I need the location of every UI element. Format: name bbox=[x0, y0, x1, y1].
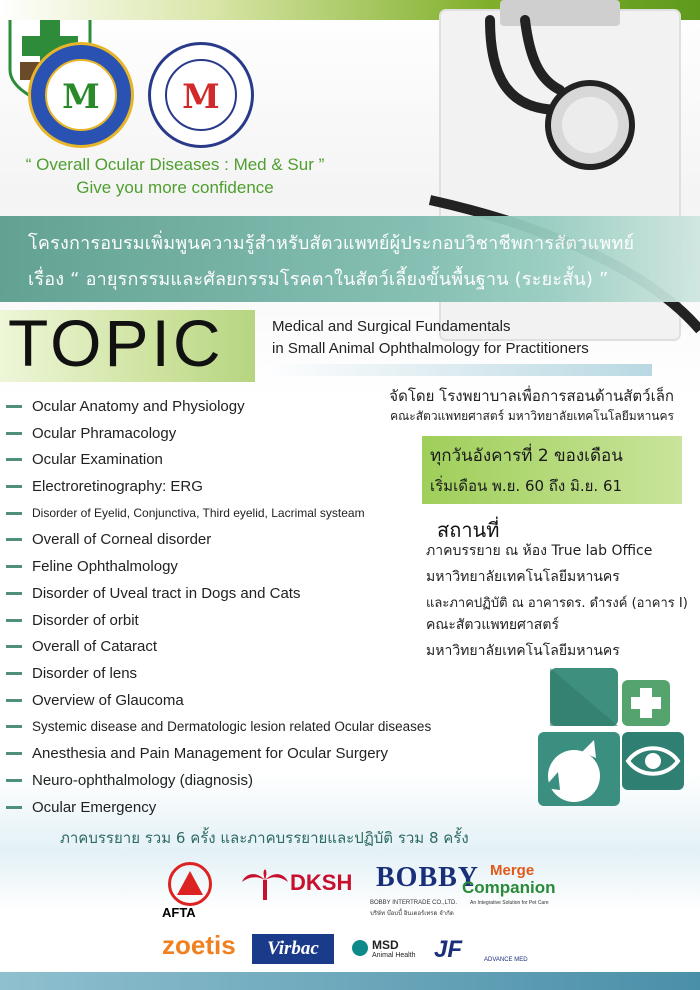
organizer-line-1: จัดโดย โรงพยาบาลเพื่อการสอนด้านสัตว์เล็ก bbox=[389, 387, 674, 405]
slogan-line-1: “ Overall Ocular Diseases : Med & Sur ” bbox=[25, 155, 325, 174]
list-item: Disorder of orbit bbox=[0, 609, 139, 631]
bobby-subtitle: BOBBY INTERTRADE CO.,LTD. bbox=[370, 900, 458, 906]
list-item: Anesthesia and Pain Management for Ocular Surgery bbox=[0, 742, 388, 764]
slogan-line-2: Give you more confidence bbox=[76, 178, 274, 197]
topic-subtitle-1: Medical and Surgical Fundamentals bbox=[272, 318, 511, 335]
topic-underline bbox=[262, 364, 652, 376]
venue-line-5: มหาวิทยาลัยเทคโนโลยีมหานคร bbox=[426, 643, 620, 659]
schedule-line-1: ทุกวันอังคารที่ 2 ของเดือน bbox=[430, 446, 623, 466]
list-item: Ocular Emergency bbox=[0, 796, 156, 818]
venue-line-4: คณะสัตวแพทยศาสตร์ bbox=[426, 617, 559, 633]
list-item: Feline Ophthalmology bbox=[0, 555, 178, 577]
list-item: Ocular Phramacology bbox=[0, 422, 176, 444]
list-item: Disorder of Uveal tract in Dogs and Cats bbox=[0, 582, 300, 604]
venue-line-1: ภาคบรรยาย ณ ห้อง True lab Office bbox=[426, 543, 653, 559]
venue-line-3: และภาคปฏิบัติ ณ อาคารดร. ดำรงค์ (อาคาร I) bbox=[426, 596, 688, 611]
topic-subtitle-2: in Small Animal Ophthalmology for Practitioners bbox=[272, 340, 589, 357]
merge-tagline: An Integrative Solution for Pet Care bbox=[470, 900, 549, 906]
msd-label: MSD bbox=[372, 938, 399, 952]
afta-label: AFTA bbox=[162, 905, 196, 920]
bobby-subtitle-thai: บริษัท บ๊อบบี้ อินเตอร์เทรด จำกัด bbox=[370, 910, 454, 917]
virbac-label: Virbac bbox=[252, 934, 334, 964]
pets-icon bbox=[538, 732, 620, 806]
banner-line-2: เรื่อง “ อายุรกรรมและศัลยกรรมโรคตาในสัตว์เลี้ยงขั้นพื้นฐาน (ระยะสั้น) ” bbox=[28, 269, 609, 290]
title-banner bbox=[0, 216, 700, 302]
jf-subtitle: ADVANCE MED bbox=[484, 957, 528, 963]
list-item: Disorder of Eyelid, Conjunctiva, Third eyelid, Lacrimal systeam bbox=[0, 502, 365, 524]
schedule-box bbox=[422, 436, 682, 504]
list-item: Overview of Glaucoma bbox=[0, 689, 184, 711]
list-item: Neuro-ophthalmology (diagnosis) bbox=[0, 769, 253, 791]
list-item: Electroretinography: ERG bbox=[0, 475, 203, 497]
list-item: Overall of Cataract bbox=[0, 635, 157, 657]
eye-icon bbox=[622, 732, 684, 790]
list-item: Overall of Corneal disorder bbox=[0, 528, 211, 550]
document-tile-icon bbox=[550, 668, 618, 726]
dksh-palm-icon bbox=[240, 862, 290, 902]
bobby-label: BOBBY bbox=[376, 862, 480, 893]
faculty-logo: M bbox=[28, 42, 134, 148]
stethoscope-illustration bbox=[340, 0, 700, 360]
dksh-label: DKSH bbox=[290, 870, 353, 895]
afta-logo-icon bbox=[168, 862, 212, 906]
list-item: Systemic disease and Dermatologic lesion related Ocular diseases bbox=[0, 715, 431, 737]
bottom-accent-bar bbox=[0, 972, 700, 990]
merge-label: Merge bbox=[490, 862, 535, 879]
msd-logo-icon bbox=[352, 940, 368, 956]
venue-title: สถานที่ bbox=[437, 518, 500, 542]
zoetis-label: zoetis bbox=[162, 930, 236, 960]
list-item: Disorder of lens bbox=[0, 662, 137, 684]
medical-cross-icon bbox=[622, 680, 670, 726]
venue-line-2: มหาวิทยาลัยเทคโนโลยีมหานคร bbox=[426, 569, 620, 585]
msd-subtitle: Animal Health bbox=[372, 952, 416, 959]
banner-line-1: โครงการอบรมเพิ่มพูนความรู้สำหรับสัตวแพทย์ผู้ประกอบวิชาชีพการสัตวแพทย์ bbox=[28, 233, 635, 254]
jf-label: JF bbox=[434, 936, 463, 963]
companion-label: Companion bbox=[462, 878, 556, 897]
schedule-line-2: เริ่มเดือน พ.ย. 60 ถึง มิ.ย. 61 bbox=[430, 477, 623, 495]
university-logo: M bbox=[148, 42, 254, 148]
list-item: Ocular Examination bbox=[0, 448, 163, 470]
topic-heading: TOPIC bbox=[8, 306, 224, 380]
session-summary: ภาคบรรยาย รวม 6 ครั้ง และภาคบรรยายและปฏิบัติ รวม 8 ครั้ง bbox=[60, 829, 469, 847]
list-item: Ocular Anatomy and Physiology bbox=[0, 395, 245, 417]
organizer-line-2: คณะสัตวแพทยศาสตร์ มหาวิทยาลัยเทคโนโลยีมหานคร bbox=[390, 409, 674, 423]
